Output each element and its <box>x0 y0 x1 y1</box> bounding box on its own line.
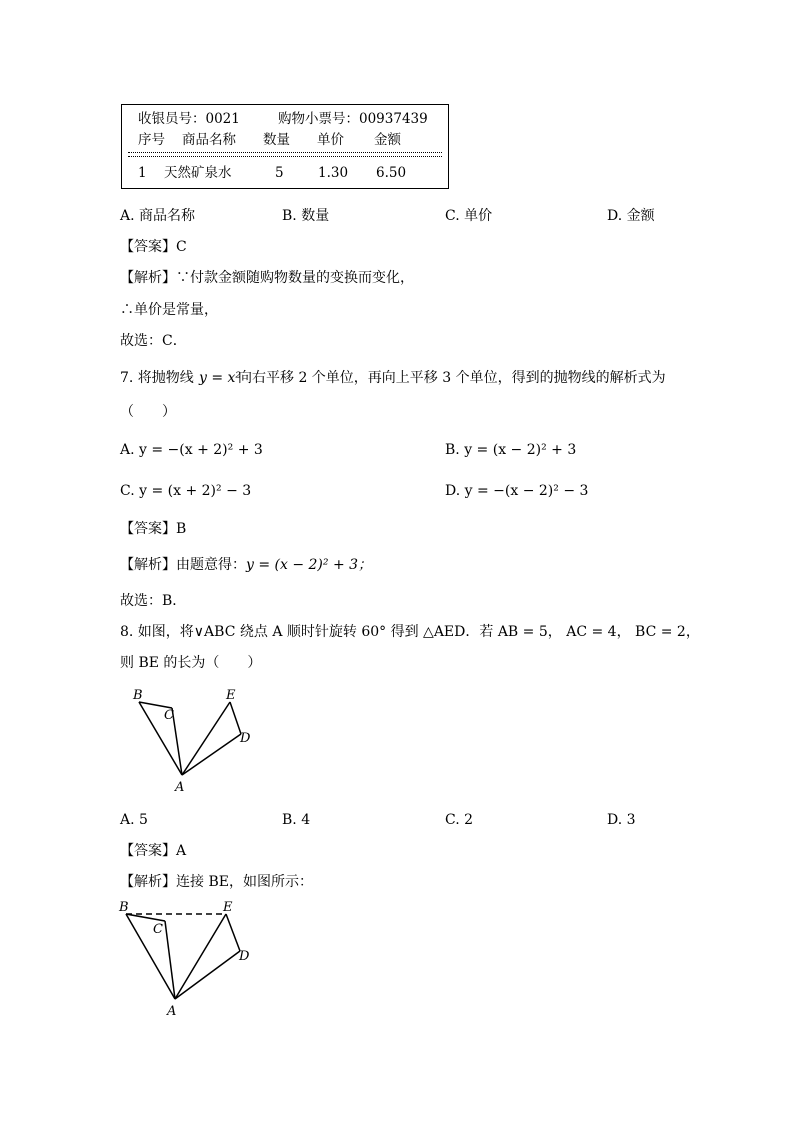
q8-fig1-side-ad <box>182 734 241 775</box>
q8-fig2-label-b: B <box>119 900 129 915</box>
q6-answer: 【答案】C <box>120 239 187 255</box>
receipt-header-qty: 数量 <box>263 132 290 148</box>
receipt-header-index: 序号 <box>138 132 165 148</box>
receipt-ticket: 购物小票号：00937439 <box>278 111 428 127</box>
q7-analysis-formula: y = (x − 2)² + 3； <box>246 557 373 573</box>
receipt-divider-1 <box>128 152 442 153</box>
q7-analysis-label: 【解析】由题意得： <box>120 557 246 573</box>
q8-fig2-side-ad <box>175 951 240 999</box>
receipt-header-price: 单价 <box>317 132 344 148</box>
q8-fig2-side-ae <box>175 914 226 999</box>
receipt-divider-2 <box>128 156 442 157</box>
receipt-header-amount: 金额 <box>374 132 401 148</box>
q8-fig1-label-e: E <box>226 688 236 703</box>
receipt-header-name: 商品名称 <box>182 132 236 148</box>
q8-stem-line-2: 则 BE 的长为（ ） <box>120 655 262 671</box>
q8-fig1-side-ed <box>230 702 241 734</box>
q7-choose: 故选：B． <box>120 593 187 609</box>
q6-option-b: B. 数量 <box>282 208 330 224</box>
receipt-cell-amount: 6.50 <box>376 165 407 181</box>
q8-fig1-label-b: B <box>133 688 143 703</box>
q7-option-b: B. y = (x − 2)² + 3 <box>445 442 577 458</box>
receipt-cell-name: 天然矿泉水 <box>164 165 232 181</box>
receipt-cashier: 收银员号：0021 <box>138 111 240 127</box>
q8-option-b: B. 4 <box>282 812 311 828</box>
q8-answer: 【答案】A <box>120 843 187 859</box>
q8-fig2-label-c: C <box>153 922 163 937</box>
receipt-cell-index: 1 <box>138 165 147 181</box>
q8-option-d: D. 3 <box>607 812 636 828</box>
q8-fig2-label-d: D <box>239 949 250 964</box>
receipt-cell-price: 1.30 <box>318 165 349 181</box>
q8-figure-solution <box>115 896 265 1021</box>
q8-fig1-label-d: D <box>240 731 251 746</box>
q7-option-c: C. y = (x + 2)² − 3 <box>120 483 252 499</box>
q6-choose: 故选：C． <box>120 333 187 349</box>
q7-option-d: D. y = −(x − 2)² − 3 <box>445 483 589 499</box>
q7-answer: 【答案】B <box>120 521 187 537</box>
q6-option-c: C. 单价 <box>445 208 493 224</box>
q7-option-a: A. y = −(x + 2)² + 3 <box>120 442 263 458</box>
q8-fig2-label-a: A <box>167 1004 177 1019</box>
q8-option-a: A. 5 <box>120 812 148 828</box>
q8-fig1-side-ba <box>139 702 182 775</box>
q8-figure-rotation <box>125 684 265 796</box>
q8-fig1-label-a: A <box>175 780 185 795</box>
q8-stem-line-1: 8. 如图，将∨ABC 绕点 A 顺时针旋转 60° 得到 △AED．若 AB = 5， AC = 4， BC = 2， <box>120 624 700 640</box>
q8-option-c: C. 2 <box>445 812 474 828</box>
q8-fig1-label-c: C <box>164 708 174 723</box>
q8-fig2-label-e: E <box>223 900 233 915</box>
q6-analysis-2: ∴单价是常量， <box>120 302 218 318</box>
receipt-cell-qty: 5 <box>275 165 284 181</box>
q8-fig2-side-ed <box>226 914 240 951</box>
q6-analysis-1: 【解析】∵付款金额随购物数量的变换而变化， <box>120 270 414 286</box>
q8-analysis: 【解析】连接 BE，如图所示： <box>120 874 313 890</box>
q7-stem-formula: y = x² <box>199 370 242 386</box>
q8-fig1-side-ae <box>182 702 230 775</box>
receipt-box <box>121 104 449 189</box>
q7-blank: （ ） <box>120 404 176 420</box>
q8-fig2-side-ba <box>126 914 175 999</box>
q6-option-a: A. 商品名称 <box>120 208 196 224</box>
q8-fig2-side-bc <box>126 914 165 921</box>
q7-stem-suffix: 向右平移 2 个单位，再向上平移 3 个单位，得到的抛物线的解析式为 <box>238 370 666 386</box>
q8-fig2-side-ca <box>165 921 175 999</box>
q6-option-d: D. 金额 <box>607 208 655 224</box>
q7-stem-prefix: 7. 将抛物线 <box>120 370 194 386</box>
